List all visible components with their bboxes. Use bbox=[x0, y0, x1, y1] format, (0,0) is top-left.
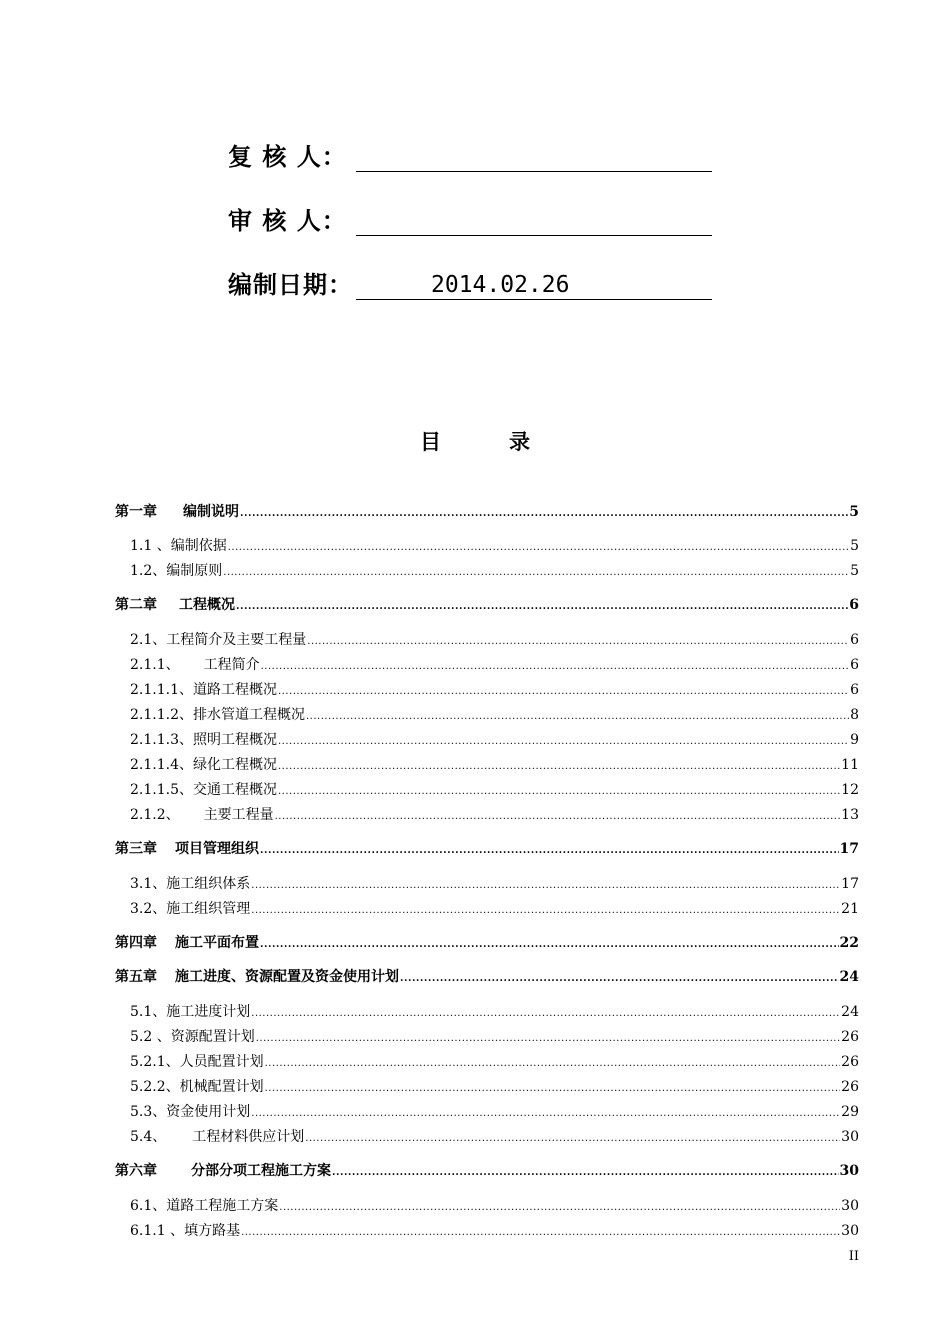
toc-entry[interactable] bbox=[130, 654, 859, 674]
toc-leader-dots bbox=[275, 811, 841, 822]
toc-entry-label bbox=[130, 679, 277, 699]
toc-leader-dots bbox=[265, 1058, 841, 1069]
toc-chapter-entry[interactable] bbox=[115, 594, 859, 614]
toc-entry-title: 道路工程施工方案 bbox=[166, 1198, 279, 1214]
toc-entry[interactable] bbox=[130, 754, 859, 774]
toc-leader-dots bbox=[400, 973, 839, 984]
toc-entry-number: 1.2、 bbox=[130, 563, 167, 579]
toc-entry-title: 工程简介及主要工程量 bbox=[166, 632, 307, 648]
page-number: II bbox=[848, 1249, 859, 1264]
toc-leader-dots bbox=[260, 939, 839, 950]
toc-entry-label bbox=[115, 838, 259, 858]
toc-entry[interactable] bbox=[130, 1101, 859, 1121]
toc-page-number: 30 bbox=[841, 1129, 859, 1145]
toc-chapter-entry[interactable] bbox=[115, 932, 859, 952]
toc-leader-dots bbox=[265, 1083, 841, 1094]
toc-page-number: 11 bbox=[841, 757, 859, 773]
date-value: 2014.02.26 bbox=[431, 272, 570, 298]
toc-entry-number: 3.1、 bbox=[130, 876, 167, 892]
toc-entry-title: 施工进度、资源配置及资金使用计划 bbox=[175, 969, 399, 985]
toc-entry-number: 5.2.1、 bbox=[130, 1054, 180, 1070]
toc-entry-number: 第三章 bbox=[115, 841, 157, 857]
toc-page-number: 5 bbox=[850, 563, 859, 579]
toc-page-number: 26 bbox=[841, 1029, 859, 1045]
toc-entry-number: 2.1.1、 bbox=[130, 657, 180, 673]
toc-entry[interactable] bbox=[130, 804, 859, 824]
toc-entry-number: 6.1.1 、 bbox=[130, 1223, 185, 1239]
toc-entry[interactable] bbox=[130, 629, 859, 649]
toc-leader-dots bbox=[251, 1108, 840, 1119]
toc-entry-label bbox=[130, 560, 222, 580]
toc-page-number: 6 bbox=[849, 597, 859, 613]
toc-leader-dots bbox=[260, 845, 839, 856]
toc-entry-number: 5.2 、 bbox=[130, 1029, 171, 1045]
toc-entry-label bbox=[115, 1160, 331, 1180]
toc-entry-label bbox=[130, 1195, 278, 1215]
toc-entry-label bbox=[115, 501, 239, 521]
toc-title-right: 录 bbox=[509, 430, 530, 454]
toc-entry-title: 编制依据 bbox=[170, 538, 227, 554]
toc-entry-number: 第六章 bbox=[115, 1163, 157, 1179]
toc-page-number: 6 bbox=[850, 682, 859, 698]
toc-entry-label bbox=[130, 1220, 240, 1240]
toc-page-number: 30 bbox=[841, 1198, 859, 1214]
toc-entry-title: 道路工程概况 bbox=[192, 682, 277, 698]
toc-entry-label bbox=[130, 779, 277, 799]
toc-leader-dots bbox=[279, 1202, 840, 1213]
toc-leader-dots bbox=[223, 567, 849, 578]
toc-entry-label bbox=[130, 535, 227, 555]
toc-entry-title: 施工组织管理 bbox=[166, 901, 251, 917]
toc-chapter-entry[interactable] bbox=[115, 1160, 859, 1180]
toc-page-number: 6 bbox=[850, 632, 859, 648]
toc-entry-label bbox=[130, 1051, 264, 1071]
toc-page-number: 26 bbox=[841, 1054, 859, 1070]
toc-leader-dots bbox=[228, 542, 849, 553]
toc-entry-title: 施工进度计划 bbox=[166, 1004, 251, 1020]
toc-entry-label bbox=[130, 1076, 264, 1096]
toc-entry-number: 2.1.2、 bbox=[130, 807, 180, 823]
toc-entry-number: 2.1.1.3、 bbox=[130, 732, 193, 748]
toc-entry[interactable] bbox=[130, 679, 859, 699]
toc-entry[interactable] bbox=[130, 1195, 859, 1215]
date-label: 编制日期： bbox=[228, 271, 353, 299]
toc-entry[interactable] bbox=[130, 1126, 859, 1146]
toc-entry-title: 资金使用计划 bbox=[166, 1104, 251, 1120]
toc-entry[interactable] bbox=[130, 704, 859, 724]
toc-entry-number: 2.1、 bbox=[130, 632, 167, 648]
toc-entry-label bbox=[130, 704, 305, 724]
toc-page-number: 5 bbox=[849, 504, 859, 520]
toc-entry-title: 排水管道工程概况 bbox=[192, 707, 305, 723]
toc-entry-title: 编制原则 bbox=[166, 563, 223, 579]
toc-leader-dots bbox=[307, 636, 849, 647]
toc-entry-label bbox=[130, 873, 250, 893]
toc-entry-label bbox=[130, 1001, 250, 1021]
toc-entry-title: 工程概况 bbox=[179, 597, 235, 613]
toc-page-number: 24 bbox=[841, 1004, 859, 1020]
toc-entry-number: 2.1.1.4、 bbox=[130, 757, 193, 773]
toc-entry-label bbox=[130, 654, 260, 674]
toc-entry-label bbox=[130, 629, 306, 649]
toc-page-number: 6 bbox=[850, 657, 859, 673]
toc-entry[interactable] bbox=[130, 779, 859, 799]
toc-entry[interactable] bbox=[130, 1220, 859, 1240]
toc-leader-dots bbox=[261, 661, 849, 672]
toc-leader-dots bbox=[240, 508, 848, 519]
toc-entry-label bbox=[130, 804, 274, 824]
toc-entry-number: 1.1 、 bbox=[130, 538, 171, 554]
toc-entry-label bbox=[115, 932, 259, 952]
toc-entry-number: 第一章 bbox=[115, 504, 157, 520]
toc-entry-title: 机械配置计划 bbox=[179, 1079, 264, 1095]
toc-entry[interactable] bbox=[130, 1026, 859, 1046]
toc-entry-title: 施工平面布置 bbox=[175, 935, 259, 951]
toc-entry-label bbox=[130, 898, 250, 918]
toc-entry[interactable] bbox=[130, 898, 859, 918]
toc-entry[interactable] bbox=[130, 535, 859, 555]
toc-page-number: 9 bbox=[850, 732, 859, 748]
toc-entry-number: 第二章 bbox=[115, 597, 157, 613]
toc-leader-dots bbox=[278, 786, 840, 797]
toc-entry-number: 2.1.1.2、 bbox=[130, 707, 193, 723]
toc-entry[interactable] bbox=[130, 1076, 859, 1096]
toc-entry-title: 主要工程量 bbox=[203, 807, 274, 823]
toc-entry-title: 项目管理组织 bbox=[175, 841, 259, 857]
toc-entry-label bbox=[130, 1101, 250, 1121]
toc-leader-dots bbox=[236, 601, 848, 612]
toc-entry[interactable] bbox=[130, 1001, 859, 1021]
toc-page-number: 24 bbox=[839, 969, 859, 985]
table-of-contents bbox=[115, 0, 859, 1344]
toc-entry-label bbox=[130, 729, 277, 749]
toc-leader-dots bbox=[251, 880, 840, 891]
toc-entry-title: 绿化工程概况 bbox=[192, 757, 277, 773]
toc-chapter-entry[interactable] bbox=[115, 501, 859, 521]
toc-entry-number: 2.1.1.5、 bbox=[130, 782, 193, 798]
toc-entry-label bbox=[130, 1026, 255, 1046]
toc-leader-dots bbox=[256, 1033, 840, 1044]
toc-page-number: 26 bbox=[841, 1079, 859, 1095]
toc-leader-dots bbox=[332, 1167, 839, 1178]
toc-leader-dots bbox=[278, 686, 849, 697]
toc-leader-dots bbox=[241, 1227, 840, 1238]
toc-entry-number: 6.1、 bbox=[130, 1198, 167, 1214]
toc-entry[interactable] bbox=[130, 1051, 859, 1071]
toc-entry-title: 工程简介 bbox=[203, 657, 260, 673]
toc-entry-title: 照明工程概况 bbox=[192, 732, 277, 748]
toc-page-number: 13 bbox=[841, 807, 859, 823]
toc-entry[interactable] bbox=[130, 873, 859, 893]
toc-page-number: 30 bbox=[839, 1163, 859, 1179]
toc-title-left: 目 bbox=[420, 430, 441, 454]
toc-leader-dots bbox=[305, 1133, 840, 1144]
toc-chapter-entry[interactable] bbox=[115, 966, 859, 986]
toc-leader-dots bbox=[251, 905, 840, 916]
toc-entry-title: 人员配置计划 bbox=[179, 1054, 264, 1070]
toc-page-number: 17 bbox=[839, 841, 859, 857]
toc-page-number: 22 bbox=[839, 935, 859, 951]
toc-leader-dots bbox=[306, 711, 849, 722]
toc-entry-number: 5.3、 bbox=[130, 1104, 167, 1120]
toc-page-number: 8 bbox=[850, 707, 859, 723]
toc-entry-number: 第五章 bbox=[115, 969, 157, 985]
toc-page-number: 5 bbox=[850, 538, 859, 554]
toc-entry-number: 2.1.1.1、 bbox=[130, 682, 193, 698]
toc-entry-number: 5.1、 bbox=[130, 1004, 167, 1020]
toc-entry[interactable] bbox=[130, 560, 859, 580]
toc-page-number: 30 bbox=[841, 1223, 859, 1239]
toc-entry-title: 工程材料供应计划 bbox=[192, 1129, 305, 1145]
toc-entry-number: 第四章 bbox=[115, 935, 157, 951]
toc-leader-dots bbox=[278, 736, 849, 747]
toc-entry-title: 施工组织体系 bbox=[166, 876, 251, 892]
toc-entry-label bbox=[115, 594, 235, 614]
toc-chapter-entry[interactable] bbox=[115, 838, 859, 858]
toc-leader-dots bbox=[278, 761, 840, 772]
toc-entry-title: 编制说明 bbox=[183, 504, 239, 520]
toc-entry-number: 3.2、 bbox=[130, 901, 167, 917]
toc-entry-title: 交通工程概况 bbox=[192, 782, 277, 798]
toc-entry-label bbox=[115, 966, 399, 986]
reviewer-label: 复 核 人： bbox=[228, 143, 347, 171]
auditor-label: 审 核 人： bbox=[228, 207, 347, 235]
toc-entry-number: 5.4、 bbox=[130, 1129, 167, 1145]
toc-page-number: 17 bbox=[841, 876, 859, 892]
toc-entry-number: 5.2.2、 bbox=[130, 1079, 180, 1095]
toc-page-number: 29 bbox=[841, 1104, 859, 1120]
toc-entry-title: 资源配置计划 bbox=[170, 1029, 255, 1045]
toc-entry[interactable] bbox=[130, 729, 859, 749]
toc-entry-label bbox=[130, 754, 277, 774]
toc-entry-label bbox=[130, 1126, 304, 1146]
toc-page-number: 21 bbox=[841, 901, 859, 917]
toc-leader-dots bbox=[251, 1008, 840, 1019]
toc-entry-title: 分部分项工程施工方案 bbox=[191, 1163, 331, 1179]
toc-entry-title: 填方路基 bbox=[184, 1223, 241, 1239]
toc-page-number: 12 bbox=[841, 782, 859, 798]
